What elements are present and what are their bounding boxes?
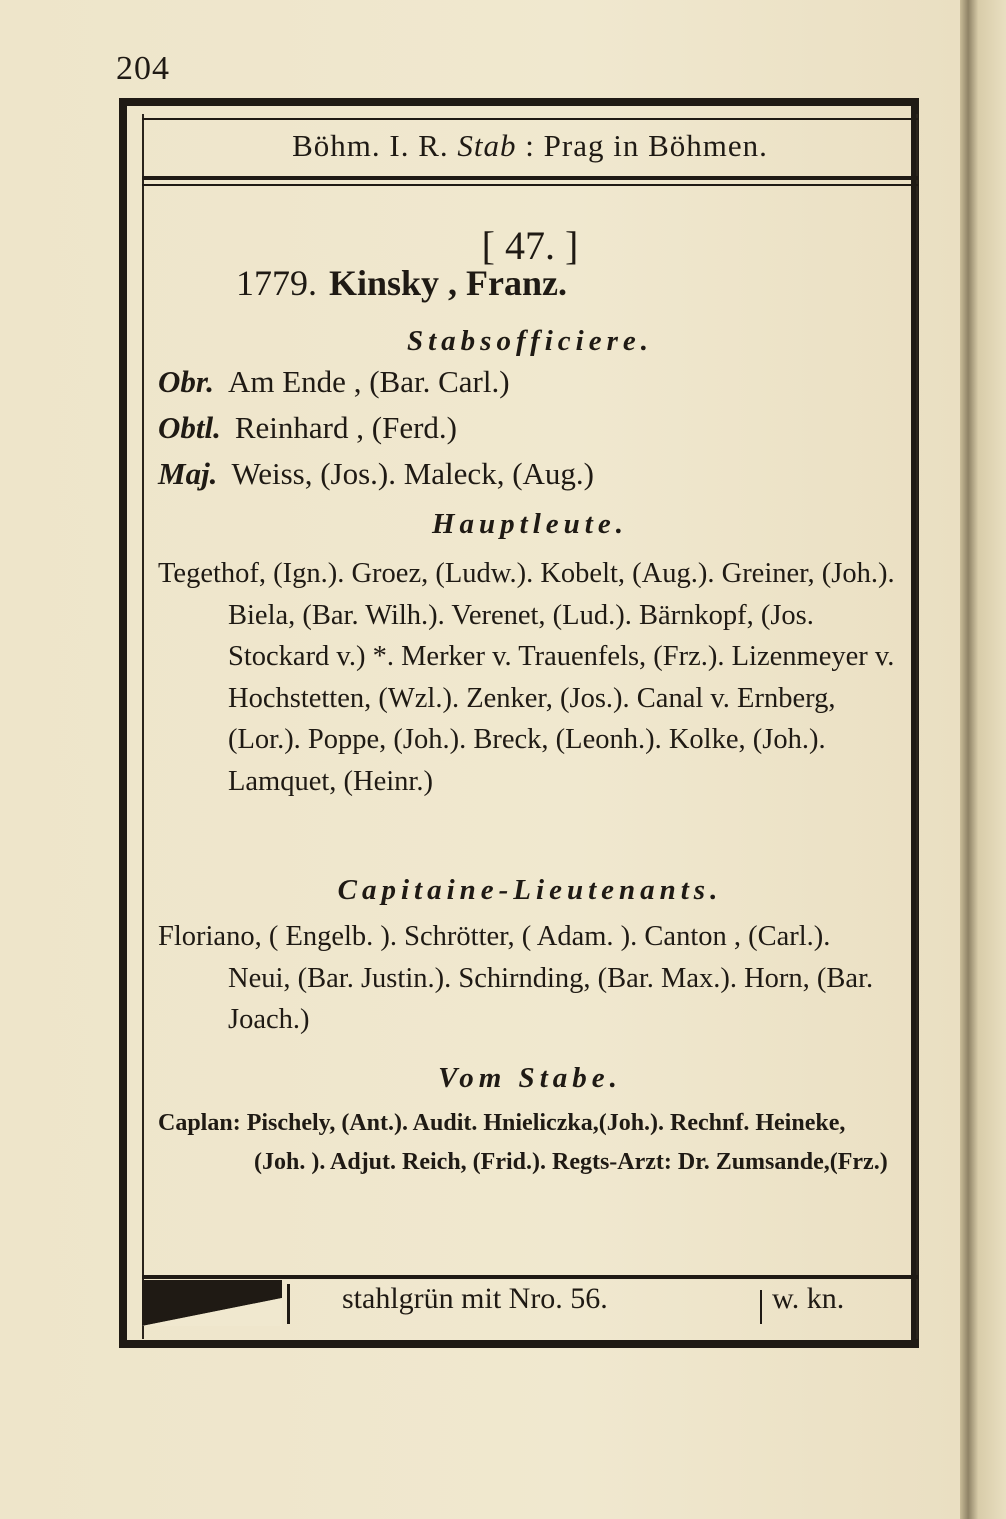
captain-lieutenants-rest: (Carl.). Neui, (Bar. Justin.). Schirnding, (Bar. Max.). Horn, (Bar. Joach.) (228, 921, 874, 1035)
captain-lieutenants-list (158, 916, 900, 1041)
header-suffix: : Prag in Böhmen. (516, 128, 768, 163)
footer-band (142, 1280, 918, 1326)
staff-first-line: Caplan: Pischely, (Ant.). Audit. Hnieliczka,(Joh.). (158, 1110, 665, 1136)
footer-top-rule (142, 1275, 918, 1279)
captain-lieutenants-first-line: Floriano, ( Engelb. ). Schrötter, ( Adam. ). Canton , (158, 921, 741, 952)
names-colonel: Am Ende , (Bar. Carl.) (228, 364, 510, 399)
footer-divider-2 (760, 1290, 762, 1324)
header-title (142, 128, 918, 164)
header-top-rule (142, 118, 918, 120)
officer-line-colonel (158, 364, 510, 400)
heading-captain-lieutenants: Capitaine-Lieutenants. (337, 874, 723, 906)
heading-staff-officers: Stabsofficiere. (406, 325, 654, 357)
heading-captains: Hauptleute. (432, 508, 628, 540)
officer-line-major (158, 456, 594, 492)
facing-color-swatch (142, 1280, 282, 1326)
header-bottom-rule-thin (142, 184, 918, 186)
names-lieutenant-colonel: Reinhard , (Ferd.) (234, 410, 457, 445)
facing-color-text: stahlgrün mit Nro. 56. (342, 1282, 608, 1315)
captains-first-line: Tegethof, (Ign.). Groez, (Ludw.). Kobelt, (Aug.). (158, 558, 715, 589)
heading-staff: Vom Stabe. (438, 1062, 622, 1094)
rank-lieutenant-colonel: Obtl. (158, 410, 221, 445)
staff-list (158, 1104, 900, 1182)
book-spine (960, 0, 1006, 1519)
header-bottom-rule (142, 176, 918, 180)
regiment-owner: Kinsky , Franz. (329, 263, 568, 303)
footer-divider (287, 1284, 290, 1324)
page-number: 204 (116, 50, 170, 87)
regiment-number: [ 47. ] (481, 223, 579, 268)
officer-line-lieutenant-colonel (158, 410, 457, 446)
regiment-owner-line (236, 262, 567, 304)
rank-major: Maj. (158, 456, 218, 491)
header-staff-word: Stab (457, 128, 517, 163)
captains-list (158, 553, 900, 802)
button-color-text: w. kn. (772, 1282, 845, 1315)
rank-colonel: Obr. (158, 364, 214, 399)
regiment-year: 1779. (236, 263, 317, 303)
header-prefix: Böhm. I. R. (292, 128, 458, 163)
staff-rest: Rechnf. Heineke, (Joh. ). Adjut. Reich, (Frid.). Regts-Arzt: Dr. Zumsande,(Frz.) (254, 1110, 888, 1175)
captains-rest: Greiner, (Joh.). Biela, (Bar. Wilh.). Verenet, (Lud.). Bärnkopf, (Jos. Stockard v.) *. Merker v. Trauenfels, (Frz.). Lizenmeyer v. Hochstetten, (Wzl.). Zenker, (Jos.). Canal v. Ernberg, (Lor.). Poppe, (Joh.). Breck, (Leonh.). Kolke, (Joh.). Lamquet, (Heinr.) (228, 558, 895, 797)
names-major: Weiss, (Jos.). Maleck, (Aug.) (231, 456, 594, 491)
